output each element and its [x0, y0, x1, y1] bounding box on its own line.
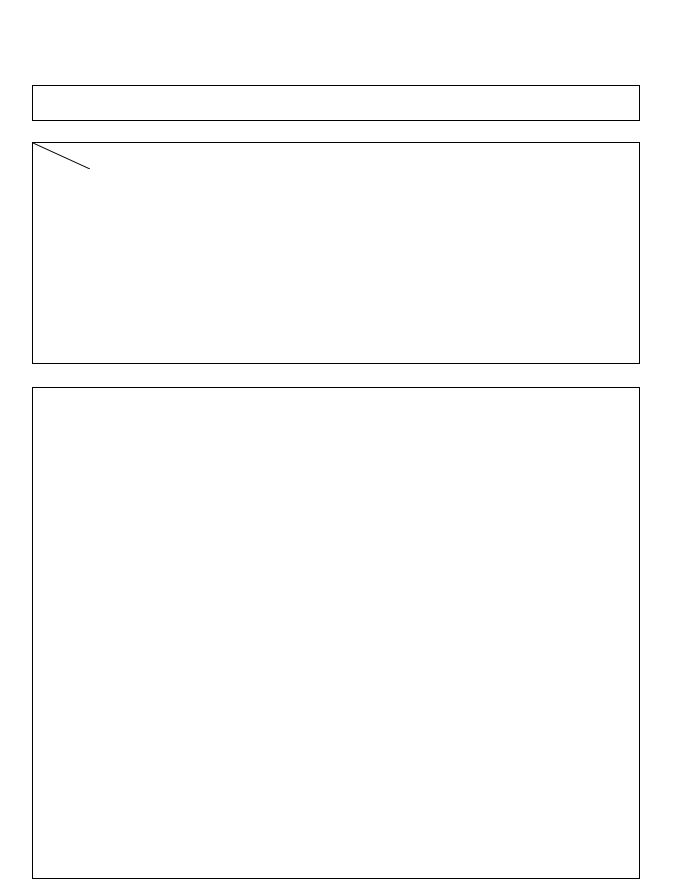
header-diagonal: [33, 143, 90, 169]
international-education-block: [90, 715, 200, 785]
tourism-block: [530, 169, 640, 264]
electrical-block: [255, 715, 419, 785]
art-design-block: [530, 264, 640, 334]
info-engineering-block: [420, 169, 528, 309]
finance-accounting-block: [475, 621, 640, 784]
bottom-seating-grid: [32, 387, 640, 879]
surveying-block: [475, 388, 640, 621]
award-block: [90, 169, 200, 334]
business-management-block: [90, 335, 640, 363]
top-seating-grid: [32, 142, 640, 364]
civil-transport-block: [90, 388, 200, 598]
water-conservancy-block: [200, 169, 418, 334]
right-aisle: [419, 388, 475, 878]
left-aisle: [200, 388, 255, 878]
environmental-block: [90, 598, 200, 715]
mechanical-block: [255, 528, 419, 715]
stage-box: [32, 85, 640, 121]
leaders-teachers-block: [255, 388, 419, 528]
